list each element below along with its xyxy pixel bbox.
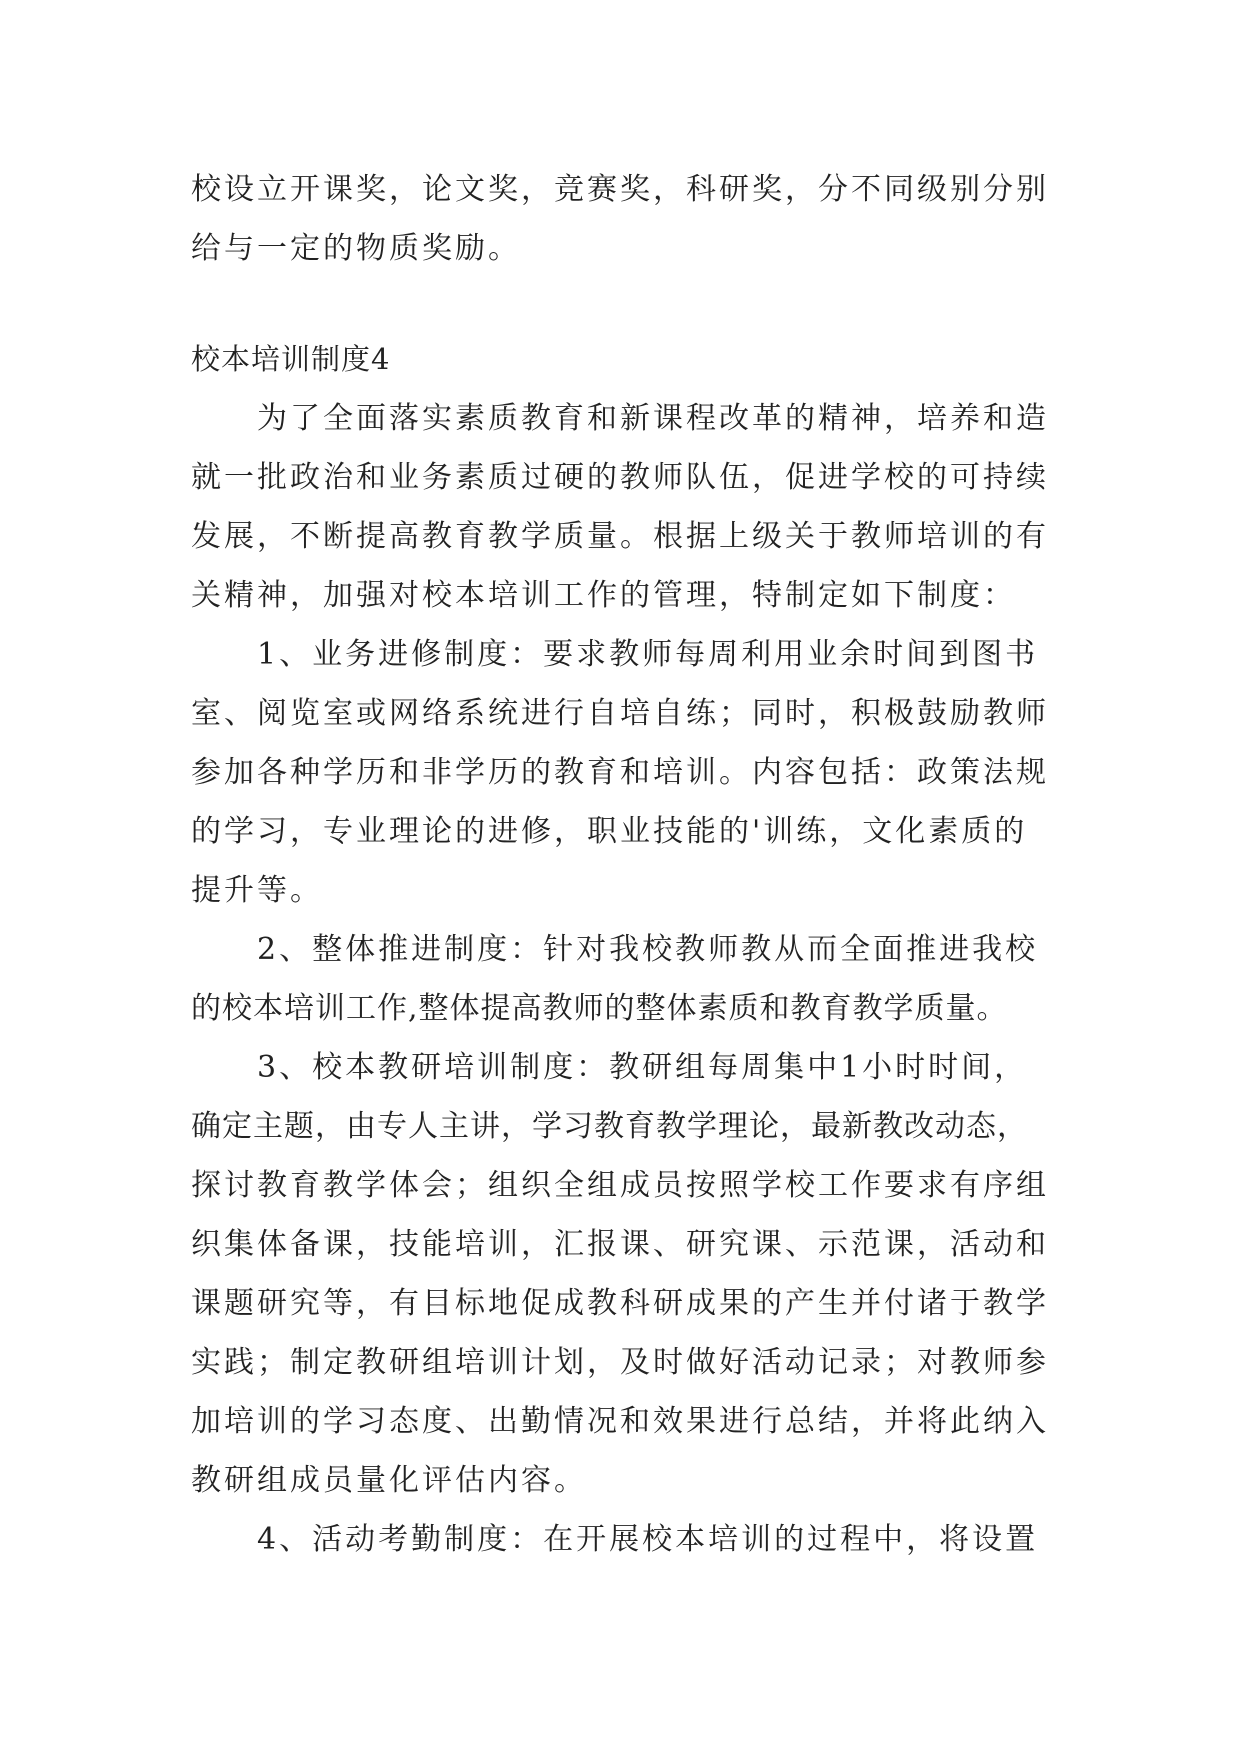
item-4-paragraph	[191, 1510, 1051, 1569]
text-line: 的学习，专业理论的进修，职业技能的'训练，文化素质的	[191, 814, 1028, 849]
text-line: 为了全面落实素质教育和新课程改革的精神，培养和造	[257, 401, 1049, 436]
text-line: 课题研究等，有目标地促成教科研成果的产生并付诸于教学	[191, 1286, 1049, 1321]
text-line: 就一批政治和业务素质过硬的教师队伍，促进学校的可持续	[191, 460, 1049, 495]
top-paragraph	[191, 160, 1051, 278]
item-3-paragraph	[191, 1038, 1051, 1510]
text-line: 织集体备课，技能培训，汇报课、研究课、示范课，活动和	[191, 1227, 1049, 1262]
item-1-paragraph	[191, 625, 1051, 920]
text-line: 室、阅览室或网络系统进行自培自练；同时，积极鼓励教师	[191, 696, 1049, 731]
text-line: 给与一定的物质奖励。	[191, 231, 521, 266]
text-line: 教研组成员量化评估内容。	[191, 1463, 587, 1498]
text-line: 关精神，加强对校本培训工作的管理，特制定如下制度：	[191, 578, 1016, 613]
text-line: 提升等。	[191, 873, 323, 908]
text-line: 2、整体推进制度：针对我校教师教从而全面推进我校	[257, 932, 1039, 967]
text-line: 实践；制定教研组培训计划，及时做好活动记录；对教师参	[191, 1345, 1049, 1380]
intro-paragraph	[191, 389, 1051, 625]
document-body	[191, 160, 1051, 1569]
text-line: 1、业务进修制度：要求教师每周利用业余时间到图书	[257, 637, 1039, 672]
text-line: 加培训的学习态度、出勤情况和效果进行总结，并将此纳入	[191, 1404, 1049, 1439]
section-title: 校本培训制度4	[191, 342, 391, 376]
text-line: 3、校本教研培训制度：教研组每周集中1小时时间，	[257, 1050, 1028, 1085]
text-line: 发展，不断提高教育教学质量。根据上级关于教师培训的有	[191, 519, 1049, 554]
spacer	[191, 278, 1051, 330]
text-line: 的校本培训工作,整体提高教师的整体素质和教育教学质量。	[191, 991, 1008, 1026]
text-line: 确定主题，由专人主讲，学习教育教学理论，最新教改动态，	[191, 1109, 1028, 1144]
text-line: 4、活动考勤制度：在开展校本培训的过程中，将设置	[257, 1522, 1039, 1557]
text-line: 参加各种学历和非学历的教育和培训。内容包括：政策法规	[191, 755, 1049, 790]
item-2-paragraph	[191, 920, 1051, 1038]
text-line: 探讨教育教学体会；组织全组成员按照学校工作要求有序组	[191, 1168, 1049, 1203]
text-line: 校设立开课奖，论文奖，竞赛奖，科研奖，分不同级别分别	[191, 172, 1049, 207]
